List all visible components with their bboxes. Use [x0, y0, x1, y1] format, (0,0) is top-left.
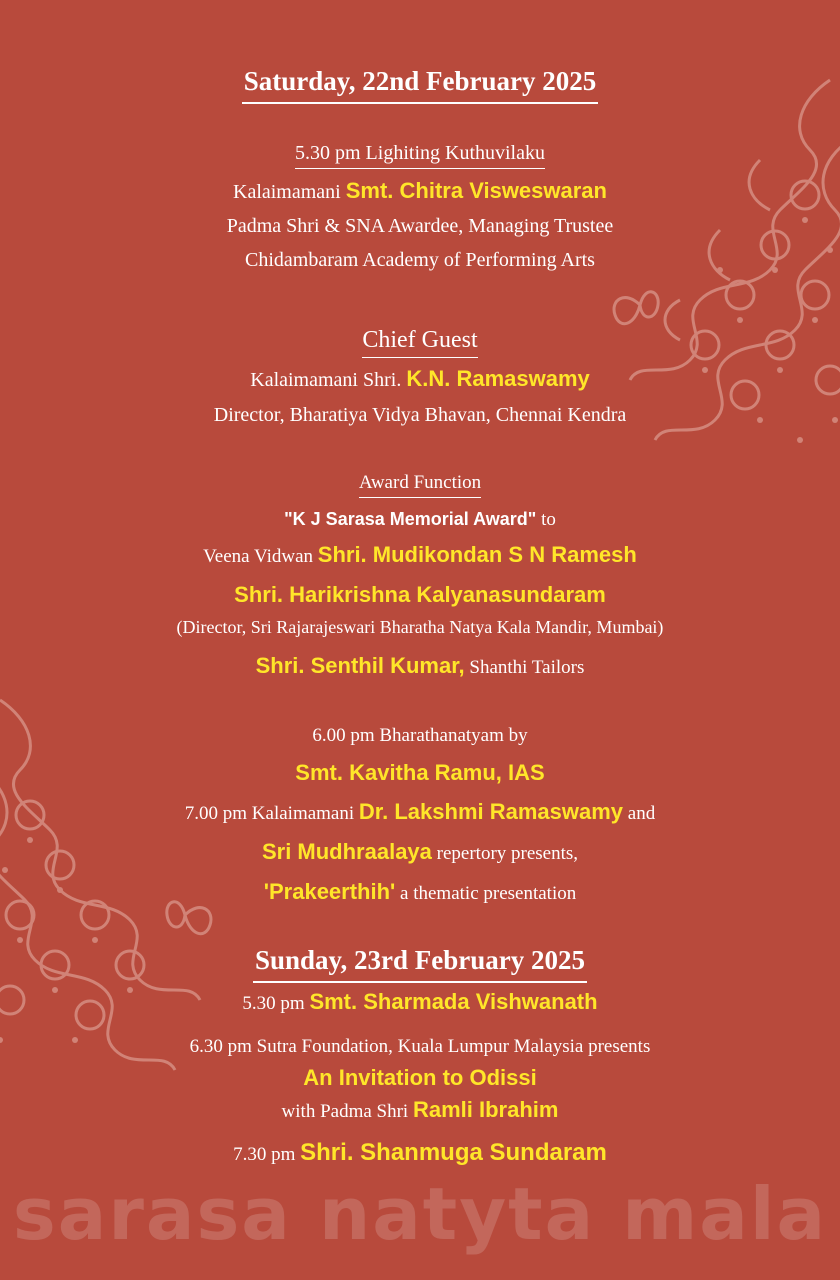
day2-date: Sunday, 23rd February 2025	[253, 945, 587, 983]
day2-p3-name: Shri. Shanmuga Sundaram	[300, 1139, 607, 1166]
performance2-troupe-line	[0, 841, 840, 863]
day1-date: Saturday, 22nd February 2025	[242, 66, 599, 104]
day2-performance1-line	[0, 991, 840, 1013]
award-recipient2-note: (Director, Sri Rajarajeswari Bharatha Natya Kala Mandir, Mumbai)	[176, 617, 664, 637]
award-recipient3-suffix: Shanthi Tailors	[464, 657, 585, 678]
lighting-guest-line	[0, 180, 840, 202]
award-recipient2-name: Shri. Harikrishna Kalyanasundaram	[234, 582, 606, 607]
performance1-line	[0, 762, 840, 784]
performance2-title: 'Prakeerthih'	[263, 879, 396, 904]
lighting-guest-desc2: Chidambaram Academy of Performing Arts	[245, 249, 595, 271]
day2-p2-name: Ramli Ibrahim	[412, 1097, 559, 1122]
performance2-suffix: and	[623, 803, 656, 824]
award-heading	[0, 473, 840, 492]
day2-performance2-text: 6.30 pm Sutra Foundation, Kuala Lumpur Malaysia presents	[189, 1036, 651, 1057]
performance1-name: Smt. Kavitha Ramu, IAS	[295, 760, 545, 785]
day2-p2-title: An Invitation to Odissi	[303, 1065, 537, 1090]
award-name-line	[0, 510, 840, 529]
chief-guest-line	[0, 368, 840, 390]
award-recipient2-line	[0, 584, 840, 606]
award-recipient1-prefix: Veena Vidwan	[203, 546, 318, 567]
lighting-title-prefix: Kalaimamani	[233, 181, 346, 203]
day2-p3-time: 7.30 pm	[233, 1144, 301, 1165]
lighting-heading-text: 5.30 pm Lighiting Kuthuvilaku	[295, 142, 545, 169]
day2-p2-with: with Padma Shri	[281, 1101, 413, 1122]
performance2-troupe: Sri Mudhraalaya	[261, 839, 432, 864]
lighting-guest-name: Smt. Chitra Visweswaran	[345, 178, 607, 203]
chief-guest-name: K.N. Ramaswamy	[406, 366, 590, 391]
lighting-heading	[0, 143, 840, 163]
performance2-prefix: 7.00 pm Kalaimamani	[184, 803, 359, 824]
performance2-title-suffix: a thematic presentation	[395, 883, 577, 904]
performance2-troupe-suffix: repertory presents,	[431, 843, 579, 864]
award-recipient3-name: Shri. Senthil Kumar,	[255, 653, 465, 678]
award-name: "K J Sarasa Memorial Award"	[284, 509, 537, 529]
day2-performance2-title-line	[0, 1067, 840, 1089]
award-to: to	[536, 509, 556, 530]
performance2-line	[0, 801, 840, 823]
day2-performance2-with-line	[0, 1099, 840, 1121]
performance2-title-line	[0, 881, 840, 903]
chief-guest-heading	[0, 328, 840, 352]
day2-performance3-line	[0, 1141, 840, 1165]
performance2-name: Dr. Lakshmi Ramaswamy	[358, 799, 624, 824]
award-recipient1-name: Shri. Mudikondan S N Ramesh	[317, 542, 637, 567]
performance1-text: 6.00 pm Bharathanatyam by	[312, 725, 528, 746]
award-recipient3-line	[0, 655, 840, 677]
award-recipient1-line	[0, 544, 840, 566]
award-heading-text: Award Function	[359, 472, 481, 498]
day1-date-heading	[0, 68, 840, 95]
day2-p1-name: Smt. Sharmada Vishwanath	[309, 989, 598, 1014]
lighting-guest-desc1: Padma Shri & SNA Awardee, Managing Trustee	[226, 215, 614, 237]
chief-guest-prefix: Kalaimamani Shri.	[250, 369, 407, 391]
chief-guest-desc: Director, Bharatiya Vidya Bhavan, Chennai Kendra	[213, 404, 627, 426]
footer-watermark: sarasa natyta mala	[12, 1172, 828, 1256]
day2-p1-time: 5.30 pm	[242, 993, 310, 1014]
day2-date-heading	[0, 947, 840, 974]
chief-guest-heading-text: Chief Guest	[362, 327, 477, 358]
